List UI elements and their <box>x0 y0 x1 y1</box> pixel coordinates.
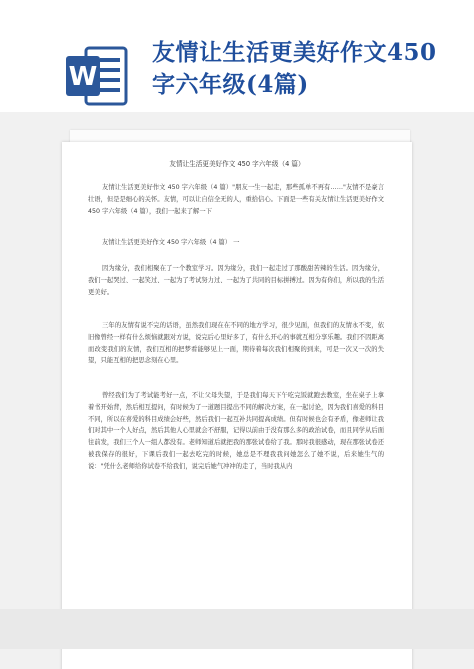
document-heading: 友情让生活更美好作文 450 字六年级（4 篇） <box>169 160 305 168</box>
word-icon-letter: W <box>68 62 98 92</box>
word-document-icon <box>66 44 128 108</box>
watermark-band <box>0 609 474 649</box>
banner-header <box>0 0 474 110</box>
section-subheading: 友情让生活更美好作文 450 字六年级（4 篇） 一 <box>102 239 240 246</box>
body-paragraph-3: 曾经我们为了考试能考好一点，不让父母失望，于是我们每天下午吃完饭就跑去教室，坐在桌子上拿着书开始背，然后相互提问，有时候为了一道题目提出不同的解决方案，在一起讨论，因为我们喜爱的科目不同，所以在喜爱的科目成绩会好些，然后我们一起互补共同提高成绩。但有时候也会有矛盾，像老师让我们对其中一个人好点，然后其他人心里就会不舒服，记得以前由于没有那么多的政治试卷，而且同学从后面往前发，我们三个人一组人都没有。老师知道后就把我的那张试卷给了我。那时我很感动，现在那张试卷还被我保存的很好，下课后我们一起去吃完的时候，她总是不理我我问她怎么了她不说，后来她生气的说："凭什么老师给你试卷不给我们，说完后她气冲冲的走了，当时我从内 <box>88 392 384 470</box>
document-page <box>62 142 412 669</box>
intro-paragraph: 友情让生活更美好作文 450 字六年级（4 篇）"朋友一生一起走，那些孤单不再有……"友情不是豪言壮语，但是是细心的关怀。友情，可以让自信全无的人，重拾信心。下面是一些有关友情让生活更美好作文 450 字六年级（4 篇），我们一起来了解一下 <box>88 184 384 215</box>
body-paragraph-2: 三年的友情有说不完的话语，虽然我们现在在不同的地方学习，很少见面，但我们的友情永不变，依旧像曾经一样有什么烦恼就跟对方说，说完后心里好多了，有什么开心的事就互相分享乐趣。我们不因距离而改变我们的友情，我们互相的把梦看能够见上一面，期待着每次我们相聚的到来，可是一次又一次的失望，只能互相的把思念刻在心里。 <box>88 322 384 365</box>
document-preview-area <box>0 112 474 669</box>
page-title: 友情让生活更美好作文450字六年级(4篇) <box>152 39 437 98</box>
body-paragraph-1: 因为缘分，我们相聚在了一个教室学习。因为缘分，我们一起走过了那酸甜苦辣的生活。因为缘分，我们一起哭过、一起笑过、一起为了考试努力过、一起为了共同的目标拼搏过。因为有你们，所以我的生活更美好。 <box>88 265 384 296</box>
